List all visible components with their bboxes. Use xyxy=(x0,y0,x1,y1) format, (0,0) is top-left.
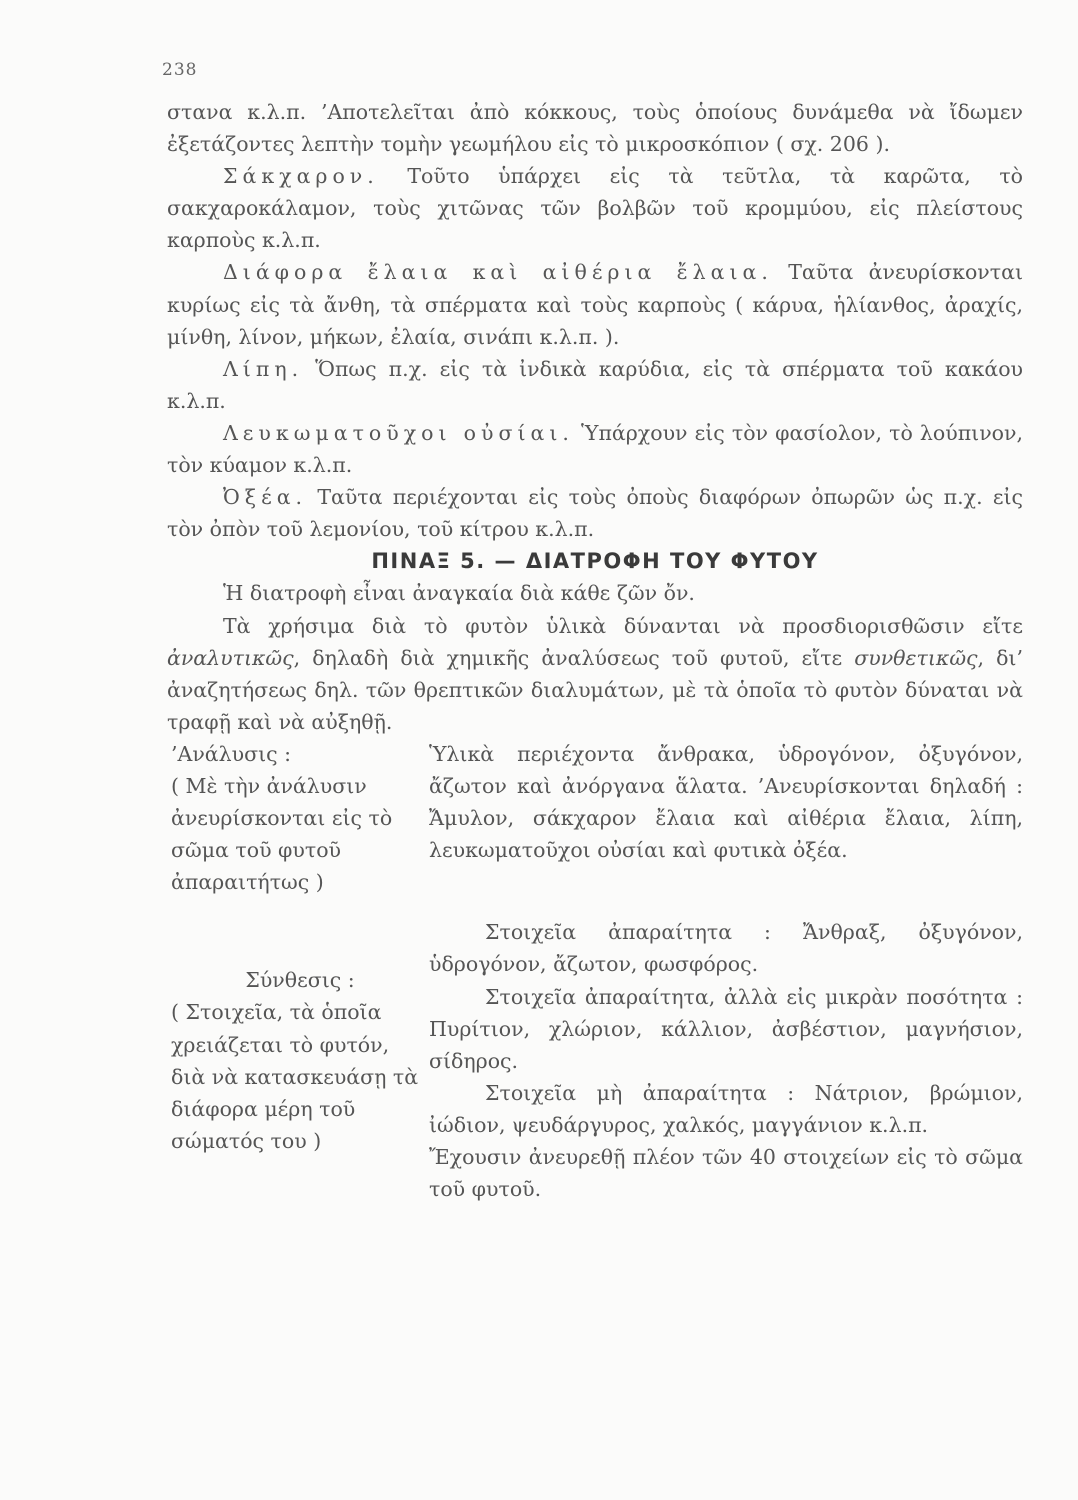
proteins-text: Ὑπάρχουν εἰς τὸν φασίολον, τὸ λούπινον, τὸν κύαμον κ.λ.π. xyxy=(167,420,1024,478)
synthesis-count: Ἔχουσιν ἀνευρεθῇ πλέον τῶν 40 στοιχείων εἰς τὸ σῶμα τοῦ φυτοῦ. xyxy=(429,1145,1023,1202)
paragraph-fats xyxy=(167,353,1023,417)
sugar-text: Τοῦτο ὑπάρχει εἰς τὰ τεῦτλα, τὰ καρῶτα, τὸ σακχαροκάλαμον, τοὺς χιτῶνας τῶν βολβῶν τοῦ κρομμύου, εἰς πλείστους καρποὺς κ.λ.π. xyxy=(167,164,1023,253)
nutrition-text-b: , δηλαδὴ διὰ χημικῆς ἀναλύσεως τοῦ φυτοῦ, εἴτε xyxy=(293,645,855,670)
term-acids: Ὀξέα. xyxy=(223,485,308,510)
term-analytically: ἀναλυτικῶς xyxy=(167,645,294,670)
paragraph-oils xyxy=(167,256,1023,352)
paragraph-intro: στανα κ.λ.π. ’Αποτελεῖται ἀπὸ κόκκους, τοὺς ὁποίους δυνάμεθα νὰ ἴδωμεν ἐξετάζοντες λεπτὴν τομὴν γεωμήλου εἰς τὸ μικροσκόπιον ( σχ. 206 ). xyxy=(167,100,1023,157)
oils-text: Ταῦτα ἀνευρίσκονται κυρίως εἰς τὰ ἄνθη, τὰ σπέρματα καὶ τοὺς καρποὺς ( κάρυα, ἡλίανθος, ἀραχίς, μίνθη, λίνον, μήκων, ἐλαία, σινάπι κ.λ.π. ). xyxy=(167,260,1023,349)
analysis-side xyxy=(167,738,429,898)
synthesis-block xyxy=(167,916,1023,1205)
synthesis-essential: Στοιχεῖα ἀπαραίτητα : Ἄνθραξ, ὀξυγόνον, ὑδρογόνον, ἄζωτον, φωσφόρος. xyxy=(429,920,1023,977)
term-oils: Διάφορα ἔλαια καὶ αἰθέρια ἔλαια. xyxy=(223,260,773,285)
acids-text: Ταῦτα περιέχονται εἰς τοὺς ὀποὺς διαφόρων ὀπωρῶν ὡς π.χ. εἰς τὸν ὀπὸν τοῦ λεμονίου, τοῦ κίτρου κ.λ.π. xyxy=(167,485,1023,542)
fats-text: Ὅπως π.χ. εἰς τὰ ἰνδικὰ καρύδια, εἰς τὰ σπέρματα τοῦ κακάου κ.λ.π. xyxy=(167,356,1023,413)
term-sugar: Σάκχαρον. xyxy=(223,164,379,189)
synthesis-note: ( Στοιχεῖα, τὰ ὁποῖα χρειάζεται τὸ φυτόν, διὰ νὰ κατασκευάσῃ τὰ διάφορα μέρη τοῦ σώματός του ) xyxy=(171,1000,419,1153)
synthesis-main xyxy=(429,916,1023,1205)
analysis-text: Ὑλικὰ περιέχοντα ἄνθρακα, ὑδρογόνον, ὀξυγόνον, ἄζωτον καὶ ἀνόργανα ἅλατα. ’Ανευρίσκονται δηλαδή : Ἄμυλον, σάκχαρον ἔλαια καὶ αἰθέρια ἔλαια, λίπη, λευκωματοῦχοι οὐσίαι καὶ φυτικὰ ὀξέα. xyxy=(429,741,1023,863)
paragraph-nutrition-intro: Ἡ διατροφὴ εἶναι ἀναγκαία διὰ κάθε ζῶν ὄν. xyxy=(223,581,695,606)
paragraph-acids xyxy=(167,481,1023,545)
nutrition-text-a: Τὰ χρήσιμα διὰ τὸ φυτὸν ὑλικὰ δύνανται νὰ προσδιορισθῶσιν εἴτε xyxy=(223,613,1023,638)
synthesis-trace: Στοιχεῖα ἀπαραίτητα, ἀλλὰ εἰς μικρὰν ποσότητα : Πυρίτιον, χλώριον, κάλλιον, ἀσβέστιον, μαγνήσιον, σίδηρος. xyxy=(429,984,1023,1073)
analysis-note: ( Μὲ τὴν ἀνάλυσιν ἀνευρίσκονται εἰς τὸ σῶμα τοῦ φυτοῦ ἀπαραιτήτως ) xyxy=(171,773,393,895)
paragraph-nutrition-methods xyxy=(167,610,1023,738)
synthesis-label: Σύνθεσις : xyxy=(245,968,355,993)
page-number: 238 xyxy=(162,60,198,80)
term-proteins: Λευκωματοῦχοι οὐσίαι. xyxy=(223,420,574,445)
section-heading: ΠΙΝΑΞ 5. — ΔΙΑΤΡΟΦΗ ΤΟΥ ΦΥΤΟΥ xyxy=(371,549,819,574)
nutrition-text-c: , δι’ ἀναζητήσεως δηλ. τῶν θρεπτικῶν διαλυμάτων, μὲ τὰ ὁποῖα τὸ φυτὸν δύναται νὰ τραφῇ καὶ νὰ αὐξηθῇ. xyxy=(167,645,1023,734)
analysis-label: ’Ανάλυσις : xyxy=(171,741,292,766)
analysis-main xyxy=(429,738,1023,898)
term-fats: Λίπη. xyxy=(223,356,304,381)
paragraph-proteins xyxy=(167,417,1023,481)
synthesis-side xyxy=(167,916,429,1205)
page-body xyxy=(167,96,1023,1205)
term-synthetically: συνθετικῶς xyxy=(854,645,978,670)
paragraph-sugar xyxy=(167,160,1023,256)
analysis-block xyxy=(167,738,1023,898)
synthesis-nonessential: Στοιχεῖα μὴ ἀπαραίτητα : Νάτριον, βρώμιον, ἰώδιον, ψευδάργυρος, χαλκός, μαγγάνιον κ.λ.π. xyxy=(429,1080,1023,1137)
